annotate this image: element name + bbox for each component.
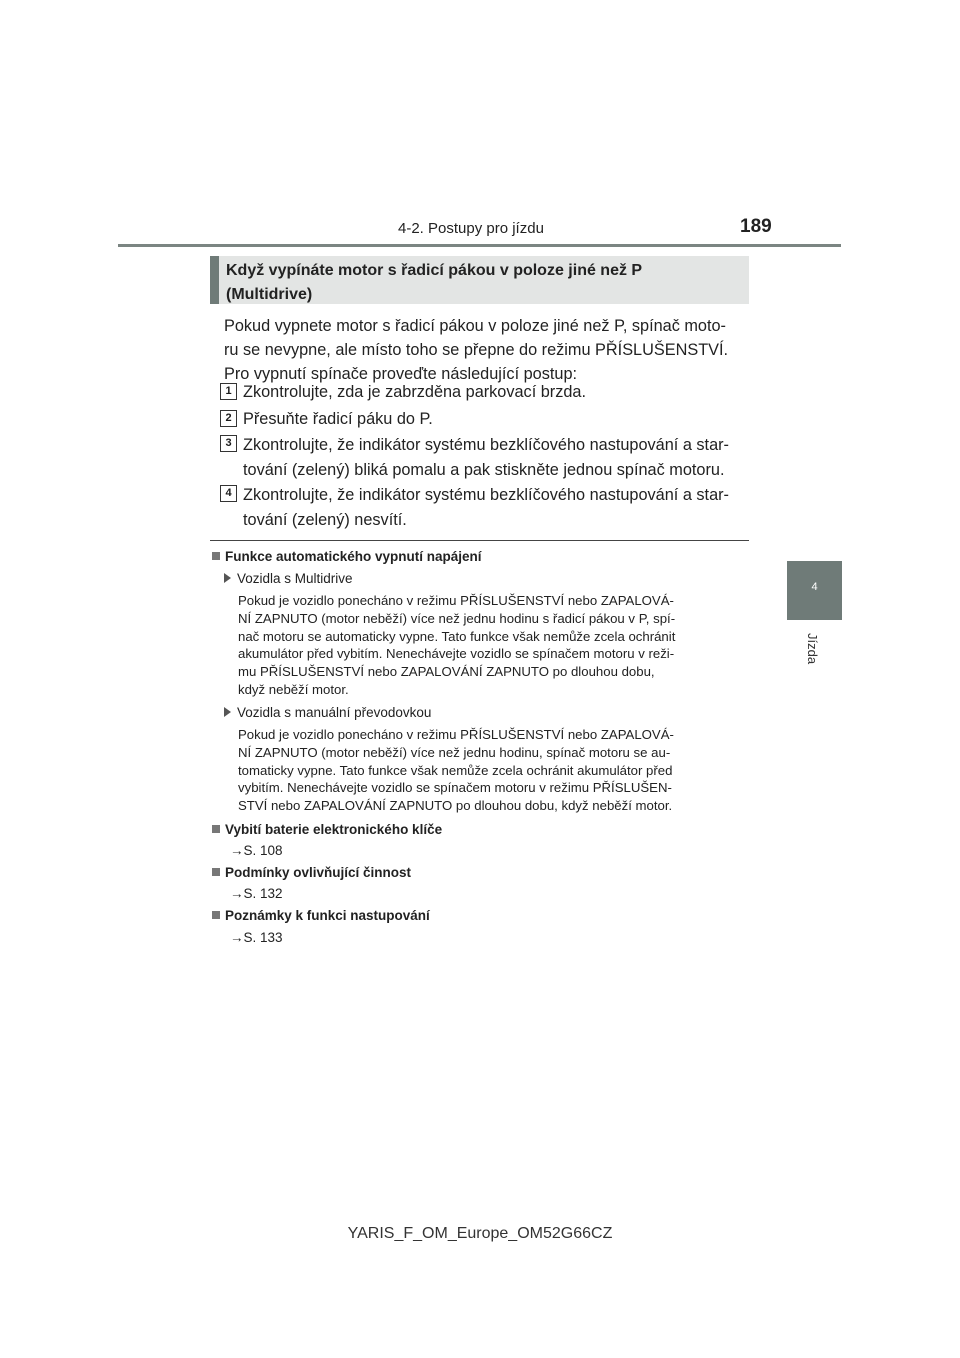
arrow-right-icon: → bbox=[230, 930, 244, 945]
step-number-3: 3 bbox=[220, 435, 237, 452]
arrow-right-icon: → bbox=[230, 886, 244, 901]
page-reference-battery[interactable]: →S. 108 bbox=[230, 843, 283, 858]
intro-line: ru se nevypne, ale místo toho se přepne do režimu PŘÍSLUŠENSTVÍ. bbox=[224, 341, 729, 359]
arrow-right-icon: → bbox=[230, 843, 244, 858]
step-text-2 bbox=[243, 407, 750, 432]
note-heading-conditions: Podmínky ovlivňující činnost bbox=[212, 865, 411, 880]
page-number: 189 bbox=[740, 216, 772, 237]
triangle-bullet-icon bbox=[224, 573, 231, 583]
step-line: tování (zelený) bliká pomalu a pak stiskněte jednou spínač motoru. bbox=[243, 460, 725, 479]
subheading-manual: Vozidla s manuální převodovkou bbox=[224, 705, 431, 720]
subheading-multidrive: Vozidla s Multidrive bbox=[224, 571, 353, 586]
step-text-4 bbox=[243, 483, 750, 532]
step-text-1 bbox=[243, 380, 750, 405]
chapter-label-wrap bbox=[800, 633, 828, 673]
section-title: 4-2. Postupy pro jízdu bbox=[398, 220, 544, 237]
step-text-3 bbox=[243, 433, 750, 482]
note-heading-battery: Vybití baterie elektronického klíče bbox=[212, 822, 442, 837]
note-heading-entry: Poznámky k funkci nastupování bbox=[212, 908, 430, 923]
step-line: Zkontrolujte, že indikátor systému bezklíčového nastupování a star- bbox=[243, 436, 729, 454]
box-heading-line2: (Multidrive) bbox=[226, 286, 313, 303]
triangle-bullet-icon bbox=[224, 707, 231, 717]
square-bullet-icon bbox=[212, 911, 220, 919]
step-number-1: 1 bbox=[220, 383, 237, 400]
step-number-4: 4 bbox=[220, 485, 237, 502]
square-bullet-icon bbox=[212, 552, 220, 560]
step-line: tování (zelený) nesvítí. bbox=[243, 510, 407, 529]
step-line: Zkontrolujte, zda je zabrzděna parkovací brzda. bbox=[243, 383, 586, 401]
chapter-number: 4 bbox=[811, 581, 818, 593]
square-bullet-icon bbox=[212, 825, 220, 833]
intro-line: Pro vypnutí spínače proveďte následující postup: bbox=[224, 365, 578, 383]
step-line: Přesuňte řadicí páku do P. bbox=[243, 410, 433, 428]
paragraph-manual: Pokud je vozidlo ponecháno v režimu PŘÍSLUŠENSTVÍ nebo ZAPALOVÁ- NÍ ZAPNUTO (motor neběží) více než jednu hodinu, spínač motoru se au- tomaticky vypne. Tato funkce však nemůže zcela ochránit akumulátor před vybitím. Nenechávejte vozidlo se spínačem motoru v režimu PŘÍSLUŠEN- STVÍ nebo ZAPALOVÁNÍ ZAPNUTO po dlouhou dobu, když neběží motor. bbox=[238, 727, 674, 814]
note-heading-auto-off: Funkce automatického vypnutí napájení bbox=[212, 549, 482, 564]
header-rule bbox=[118, 244, 841, 247]
step-number-2: 2 bbox=[220, 410, 237, 427]
intro-paragraph bbox=[224, 314, 750, 386]
page-reference-entry[interactable]: →S. 133 bbox=[230, 930, 283, 945]
square-bullet-icon bbox=[212, 868, 220, 876]
section-divider bbox=[210, 540, 749, 541]
step-line: Zkontrolujte, že indikátor systému bezklíčového nastupování a star- bbox=[243, 486, 729, 504]
box-heading bbox=[210, 256, 749, 304]
box-heading-line1: Když vypínáte motor s řadicí pákou v poloze jiné než P bbox=[226, 262, 643, 279]
page-reference-conditions[interactable]: →S. 132 bbox=[230, 886, 283, 901]
chapter-label: Jízda bbox=[805, 633, 820, 665]
document-code: YARIS_F_OM_Europe_OM52G66CZ bbox=[347, 1225, 613, 1242]
intro-line: Pokud vypnete motor s řadicí pákou v poloze jiné než P, spínač moto- bbox=[224, 317, 726, 335]
chapter-tab bbox=[787, 561, 842, 620]
paragraph-multidrive: Pokud je vozidlo ponecháno v režimu PŘÍSLUŠENSTVÍ nebo ZAPALOVÁ- NÍ ZAPNUTO (motor neběží) více než jednu hodinu s řadicí pákou v P, spí- nač motoru se automaticky vypne. Tato funkce však nemůže zcela ochránit akumulátor před vybitím. Nenechávejte vozidlo se spínačem motoru v reži- mu PŘÍSLUŠENSTVÍ nebo ZAPALOVÁNÍ ZAPNUTO po dlouhou dobu, když neběží motor. bbox=[238, 593, 676, 697]
